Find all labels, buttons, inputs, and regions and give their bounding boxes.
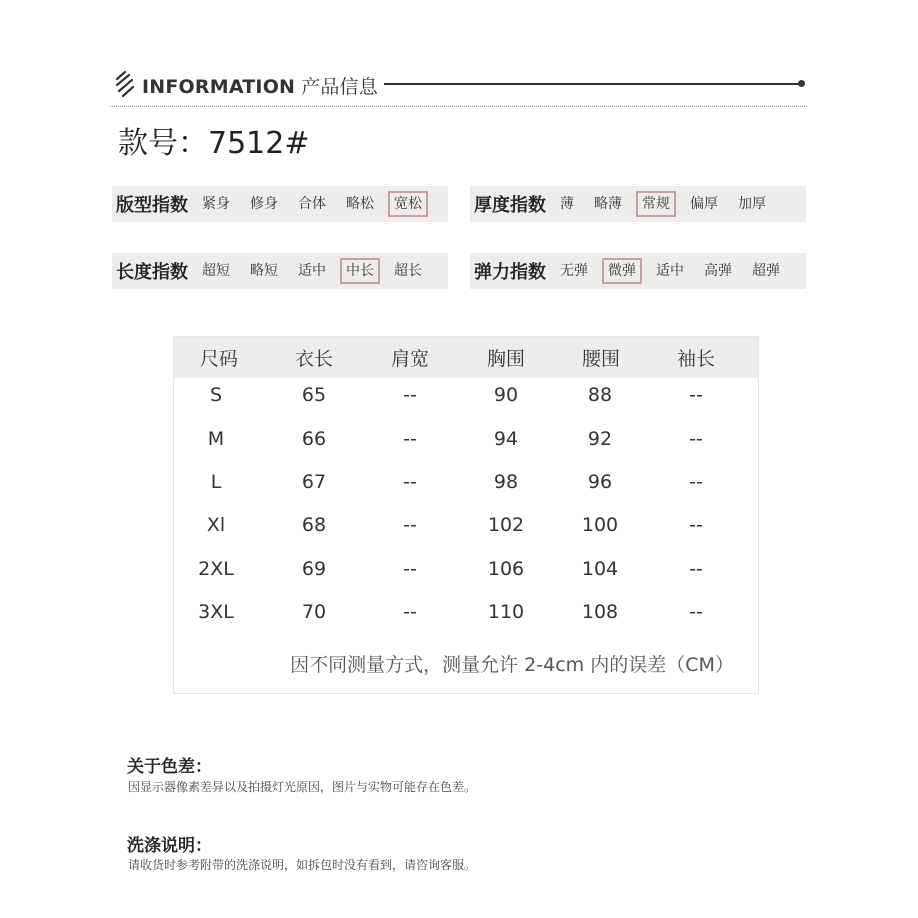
table-cell: S bbox=[209, 384, 223, 406]
fit-index-bar bbox=[112, 186, 448, 222]
table-cell: M bbox=[207, 428, 225, 450]
column-header-size: 尺码 bbox=[199, 348, 239, 370]
elasticity-option: 适中 bbox=[656, 263, 684, 279]
fit-index-label: 版型指数 bbox=[116, 195, 188, 216]
fit-option-selected: 宽松 bbox=[388, 191, 428, 217]
header-rule bbox=[384, 83, 800, 85]
table-cell: -- bbox=[689, 514, 703, 536]
length-option: 略短 bbox=[250, 263, 278, 279]
table-cell: -- bbox=[403, 384, 417, 406]
table-cell: -- bbox=[403, 428, 417, 450]
length-option: 超短 bbox=[202, 263, 230, 279]
column-header-chest: 胸围 bbox=[486, 348, 526, 370]
table-cell: -- bbox=[689, 384, 703, 406]
table-cell: 94 bbox=[493, 428, 519, 450]
table-cell: 66 bbox=[301, 428, 327, 450]
thickness-option: 加厚 bbox=[738, 196, 766, 212]
length-index-bar bbox=[112, 253, 448, 289]
table-cell: 92 bbox=[587, 428, 613, 450]
table-cell: 88 bbox=[587, 384, 613, 406]
fit-option: 略松 bbox=[346, 196, 374, 212]
washing-text: 请收货时参考附带的洗涤说明，如拆包时没有看到，请咨询客服。 bbox=[128, 858, 477, 872]
model-number bbox=[118, 118, 309, 162]
table-cell: 67 bbox=[301, 471, 327, 493]
length-option: 超长 bbox=[394, 263, 422, 279]
thickness-option: 偏厚 bbox=[690, 196, 718, 212]
table-cell: 100 bbox=[581, 514, 619, 536]
length-option: 适中 bbox=[298, 263, 326, 279]
table-cell: 70 bbox=[301, 601, 327, 623]
column-header-sleeve: 袖长 bbox=[676, 348, 716, 370]
table-cell: 3XL bbox=[198, 601, 234, 623]
table-cell: -- bbox=[689, 601, 703, 623]
stripes-logo-icon bbox=[114, 70, 136, 98]
elasticity-index-label: 弹力指数 bbox=[474, 262, 546, 283]
table-cell: -- bbox=[689, 471, 703, 493]
dotted-divider bbox=[110, 106, 807, 107]
elasticity-index-bar bbox=[470, 253, 806, 289]
table-cell: 68 bbox=[301, 514, 327, 536]
fit-option: 合体 bbox=[298, 196, 326, 212]
length-option-selected: 中长 bbox=[340, 258, 380, 284]
elasticity-option: 高弹 bbox=[704, 263, 732, 279]
table-cell: 2XL bbox=[198, 558, 234, 580]
thickness-option: 薄 bbox=[560, 196, 574, 212]
fit-option: 修身 bbox=[250, 196, 278, 212]
column-header-waist: 腰围 bbox=[581, 348, 621, 370]
header-title-en: INFORMATION bbox=[142, 76, 296, 98]
column-header-shoulder: 肩宽 bbox=[390, 348, 430, 370]
header-title bbox=[142, 72, 378, 99]
elasticity-option-selected: 微弹 bbox=[602, 258, 642, 284]
color-difference-title: 关于色差： bbox=[127, 757, 212, 777]
color-difference-text: 因显示器像素差异以及拍摄灯光原因，图片与实物可能存在色差。 bbox=[128, 780, 477, 794]
table-cell: 65 bbox=[301, 384, 327, 406]
table-cell: 69 bbox=[301, 558, 327, 580]
table-cell: 102 bbox=[487, 514, 525, 536]
table-cell: 106 bbox=[487, 558, 525, 580]
table-cell: 98 bbox=[493, 471, 519, 493]
thickness-index-bar bbox=[470, 186, 806, 222]
elasticity-option: 超弹 bbox=[752, 263, 780, 279]
size-table bbox=[173, 336, 759, 694]
washing-title: 洗涤说明： bbox=[127, 836, 212, 856]
size-table-header bbox=[174, 337, 758, 378]
table-cell: -- bbox=[403, 471, 417, 493]
table-cell: -- bbox=[689, 428, 703, 450]
table-cell: -- bbox=[689, 558, 703, 580]
table-cell: -- bbox=[403, 601, 417, 623]
section-header bbox=[112, 70, 807, 100]
table-cell: 90 bbox=[493, 384, 519, 406]
table-cell: L bbox=[210, 471, 222, 493]
table-cell: 110 bbox=[487, 601, 525, 623]
measurement-note: 因不同测量方式，测量允许 2-4cm 内的误差（CM） bbox=[290, 654, 734, 676]
length-index-label: 长度指数 bbox=[116, 262, 188, 283]
elasticity-option: 无弹 bbox=[560, 263, 588, 279]
model-value: 7512# bbox=[208, 126, 310, 161]
column-header-length: 衣长 bbox=[294, 348, 334, 370]
thickness-index-label: 厚度指数 bbox=[474, 195, 546, 216]
thickness-option: 略薄 bbox=[594, 196, 622, 212]
table-cell: 96 bbox=[587, 471, 613, 493]
header-rule-dot bbox=[798, 80, 805, 87]
table-cell: 108 bbox=[581, 601, 619, 623]
model-label: 款号： bbox=[118, 126, 208, 161]
table-cell: -- bbox=[403, 558, 417, 580]
table-cell: Xl bbox=[206, 514, 226, 536]
table-cell: 104 bbox=[581, 558, 619, 580]
fit-option: 紧身 bbox=[202, 196, 230, 212]
thickness-option-selected: 常规 bbox=[636, 191, 676, 217]
header-title-cn: 产品信息 bbox=[301, 76, 378, 98]
table-cell: -- bbox=[403, 514, 417, 536]
